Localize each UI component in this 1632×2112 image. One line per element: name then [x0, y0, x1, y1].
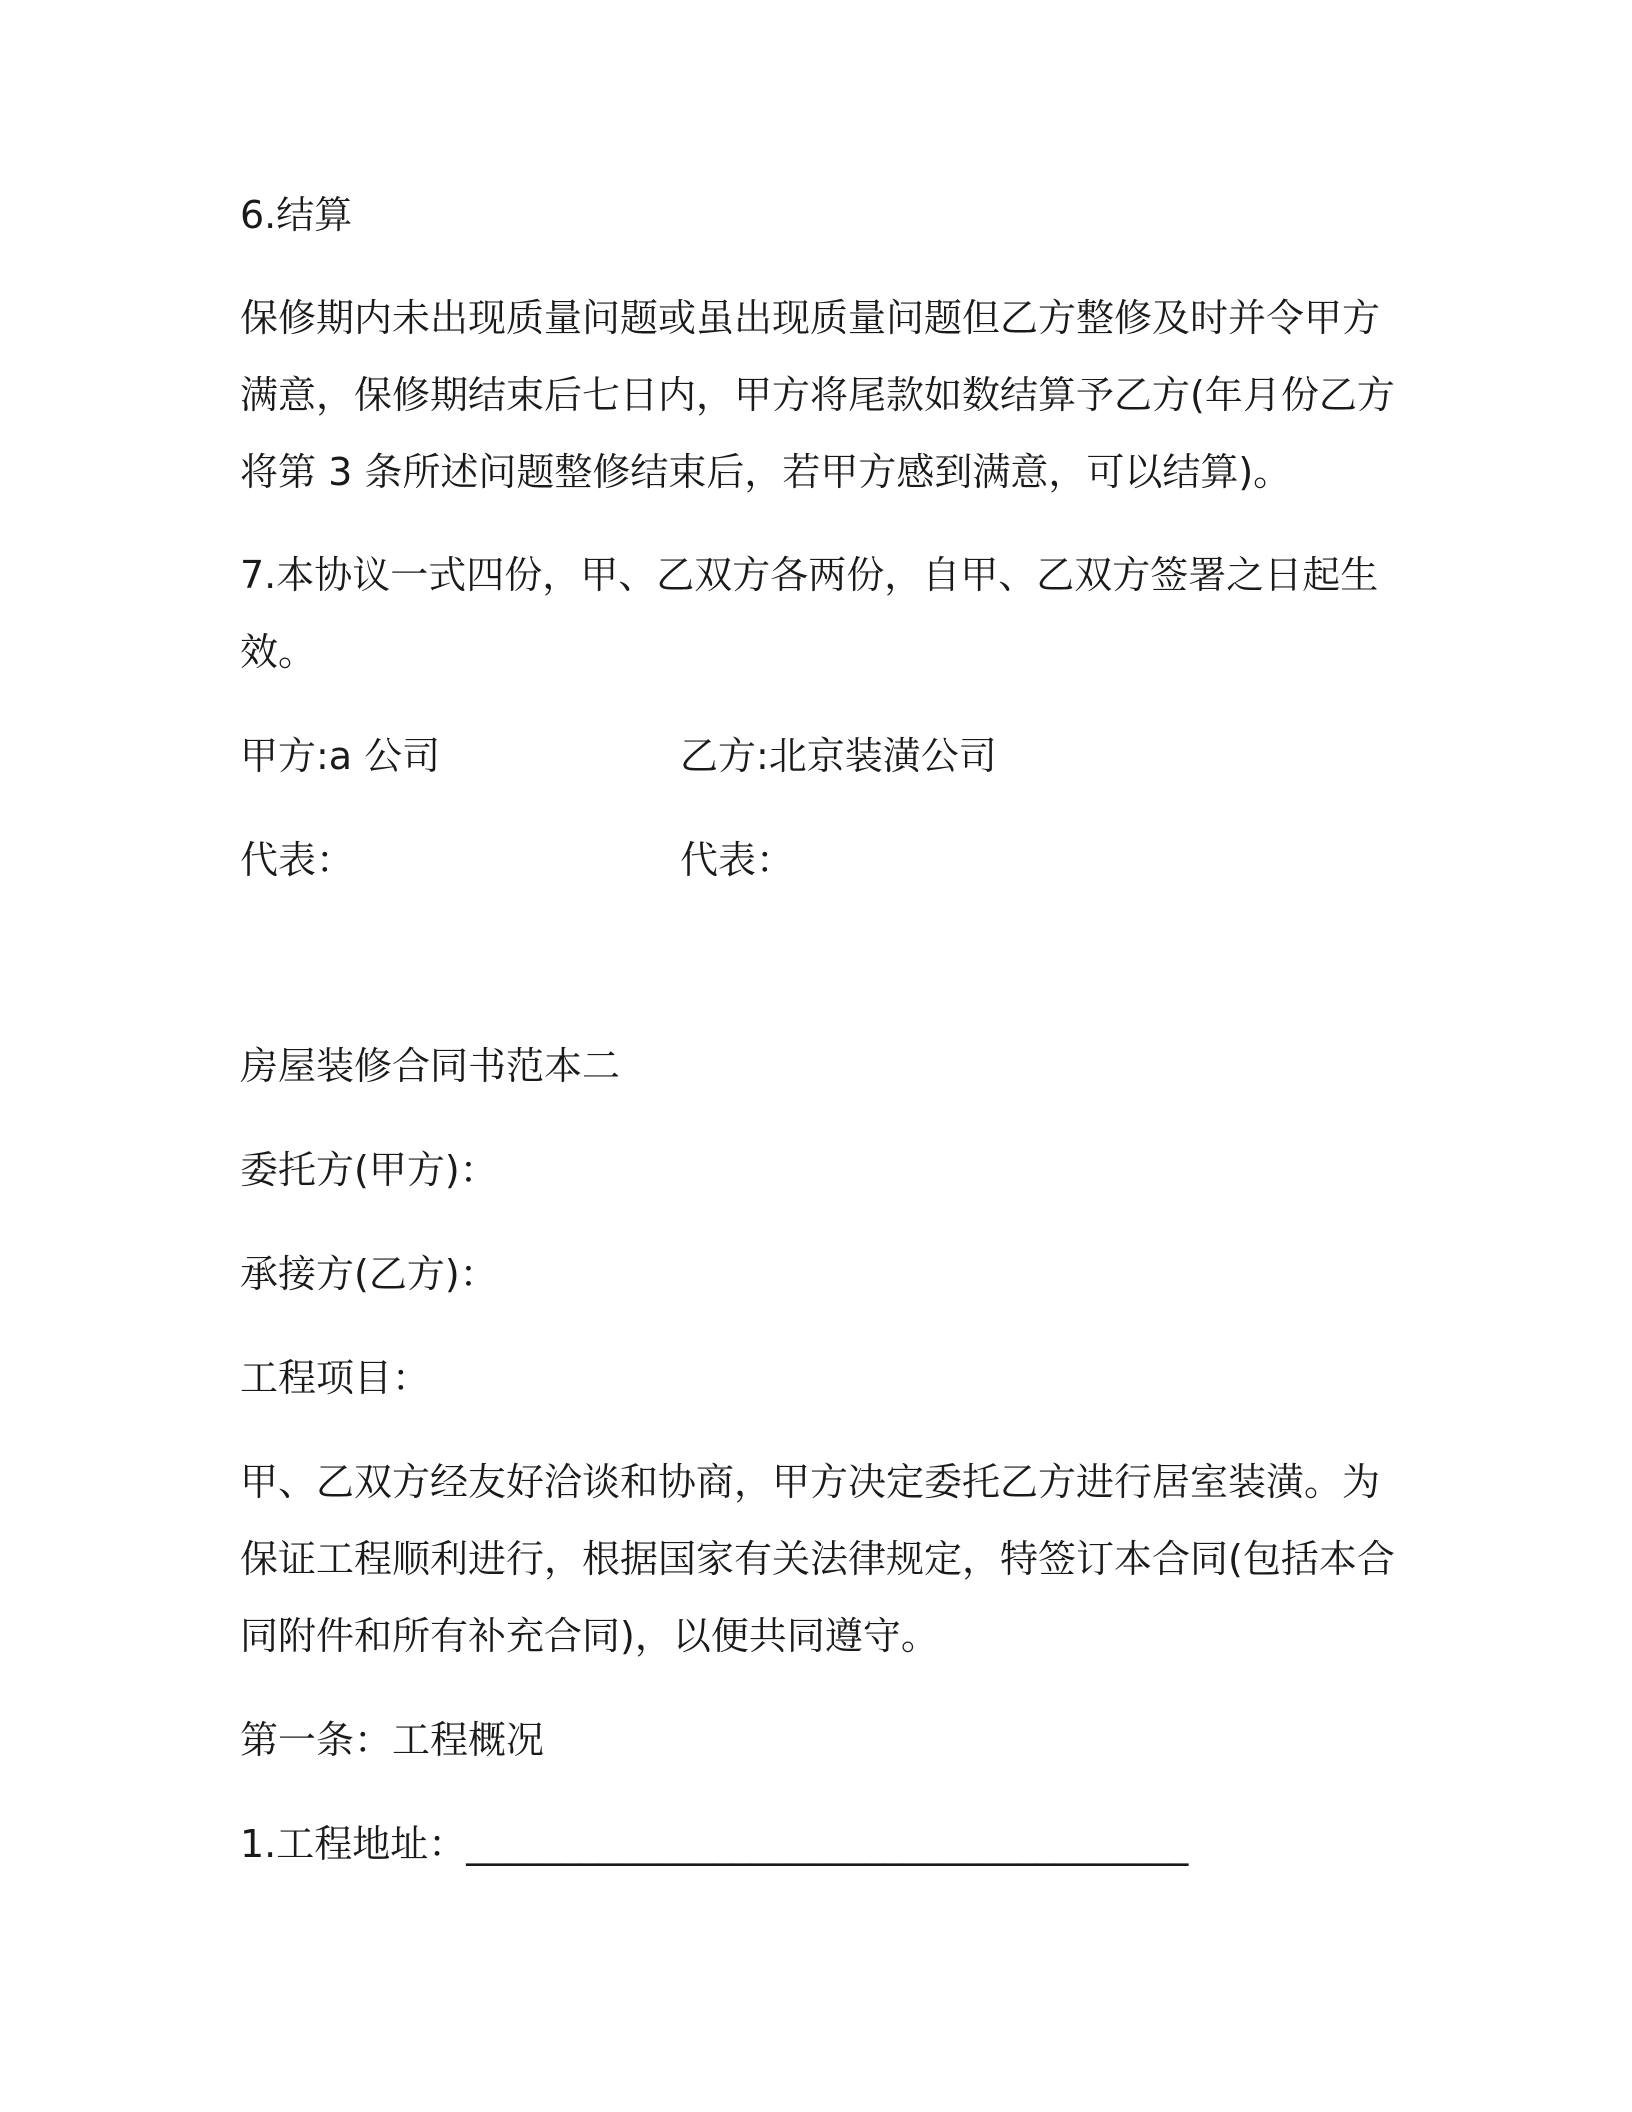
party-a-representative: 代表： — [240, 838, 355, 882]
section-6-body-line-2: 满意，保修期结束后七日内，甲方将尾款如数结算予乙方(年月份乙方 — [240, 373, 1395, 417]
section-6-body-line-1: 保修期内未出现质量问题或虽出现质量问题但乙方整修及时并令甲方 — [240, 296, 1381, 340]
contractor-label: 承接方(乙方)： — [240, 1252, 498, 1296]
template-2-title: 房屋装修合同书范本二 — [240, 1044, 621, 1088]
intro-body-line-1: 甲、乙双方经友好洽谈和协商，甲方决定委托乙方进行居室装潢。为 — [240, 1460, 1381, 1504]
intro-body-line-3: 同附件和所有补充合同)，以便共同遵守。 — [240, 1614, 939, 1658]
party-a-name: 甲方:a 公司 — [240, 734, 441, 778]
party-b-name: 乙方:北京装潢公司 — [680, 734, 997, 778]
article-1-heading: 第一条：工程概况 — [240, 1718, 545, 1762]
section-6-heading: 6.结算 — [240, 193, 353, 237]
party-b-representative: 代表： — [680, 838, 795, 882]
intro-body-line-2: 保证工程顺利进行，根据国家有关法律规定，特签订本合同(包括本合 — [240, 1537, 1395, 1581]
section-7-line-1: 7.本协议一式四份，甲、乙双方各两份，自甲、乙双方签署之日起生 — [240, 553, 1379, 597]
section-6-body-line-3: 将第 3 条所述问题整修结束后，若甲方感到满意，可以结算)。 — [240, 450, 1292, 494]
section-7-line-2: 效。 — [240, 630, 317, 674]
project-address-line: 1.工程地址：______________________________________ — [240, 1822, 1189, 1866]
project-label: 工程项目： — [240, 1356, 431, 1400]
client-label: 委托方(甲方)： — [240, 1148, 498, 1192]
